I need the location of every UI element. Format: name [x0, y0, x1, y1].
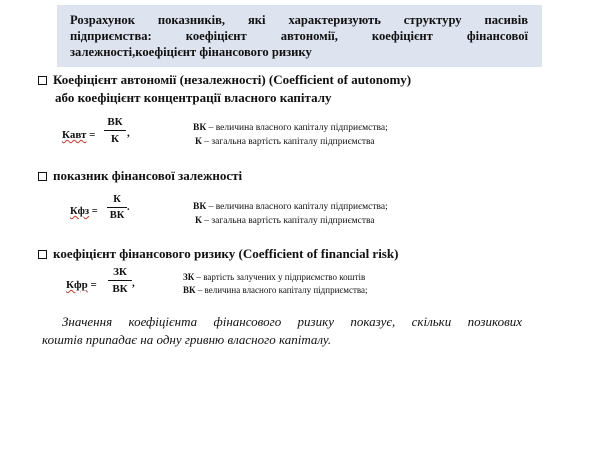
formula-equals: = — [89, 129, 96, 141]
definitions-risk — [183, 271, 368, 297]
formula-numerator: ВК — [107, 116, 123, 128]
definitions-autonomy — [193, 121, 388, 149]
section-dependence-heading: показник фінансової залежності — [38, 168, 242, 184]
formula-denominator: ВК — [112, 283, 128, 295]
formula-denominator: К — [111, 133, 119, 145]
formula-autonomy — [62, 116, 142, 156]
section-autonomy-heading-line2: або коефіцієнт концентрації власного капіталу — [55, 90, 332, 105]
formula-punctuation: . — [127, 202, 130, 213]
formula-fraction — [108, 266, 132, 295]
formula-numerator: ЗК — [113, 266, 127, 278]
title-line-2: підприємства: коефіцієнт автономії, коефіцієнт фінансової — [70, 29, 528, 43]
formula-equals: = — [91, 206, 98, 217]
definitions-dependence — [193, 200, 388, 228]
formula-dependence — [70, 194, 140, 234]
formula-numerator: К — [113, 194, 121, 205]
checkbox-bullet-icon — [38, 76, 47, 85]
definition-row: К – загальна вартість капіталу підприємства — [195, 137, 375, 147]
section-risk-heading: коефіцієнт фінансового ризику (Coefficient of financial risk) — [38, 246, 398, 262]
formula-punctuation: , — [127, 127, 130, 139]
section-autonomy-heading: Коефіцієнт автономії (незалежності) (Coefficient of autonomy) — [38, 72, 411, 88]
conclusion-line-1: Значення коефіцієнта фінансового ризику показує, скільки позикових — [62, 314, 522, 329]
definition-row: ВК – величина власного капіталу підприємства; — [183, 285, 368, 295]
formula-lhs: Кфр — [66, 279, 88, 291]
conclusion-line-2: коштів припадає на одну гривню власного капіталу. — [42, 332, 332, 347]
definition-row: К – загальна вартість капіталу підприємства — [195, 216, 375, 226]
checkbox-bullet-icon — [38, 172, 47, 181]
checkbox-bullet-icon — [38, 250, 47, 259]
formula-lhs: Кфз — [70, 206, 90, 217]
definition-row: ВК – величина власного капіталу підприємства; — [193, 123, 388, 133]
slide-title — [70, 12, 528, 60]
definition-row: ЗК – вартість залучених у підприємство коштів — [183, 272, 366, 282]
title-line-1: Розрахунок показників, які характеризують структуру пасивів — [70, 13, 528, 27]
formula-equals: = — [90, 279, 97, 291]
conclusion-paragraph — [42, 313, 522, 349]
formula-denominator: ВК — [109, 210, 125, 221]
formula-lhs: Кавт — [62, 129, 87, 141]
formula-punctuation: , — [132, 277, 135, 289]
formula-fraction — [107, 194, 127, 221]
title-line-3: залежності,коефіцієнт фінансового ризику — [70, 45, 312, 59]
definition-row: ВК – величина власного капіталу підприємства; — [193, 202, 388, 212]
formula-risk — [66, 266, 146, 306]
formula-fraction — [104, 116, 126, 145]
